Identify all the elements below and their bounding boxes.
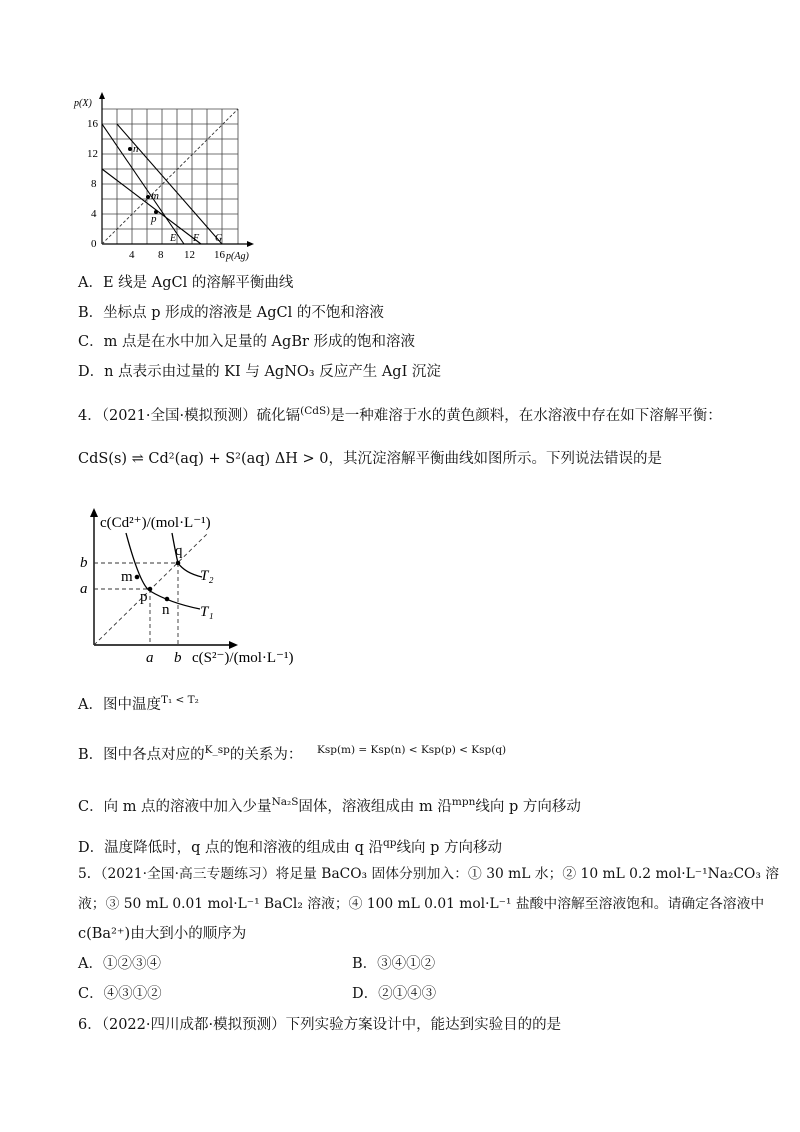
q5-stem-line1: 5．（2021·全国·高三专题练习）将足量 BaCO₃ 固体分别加入：① 30 mL 水；② 10 mL 0.2 mol·L⁻¹Na₂CO₃ 溶 xyxy=(78,866,780,882)
curve-t1-label: T₁ xyxy=(200,604,214,620)
q4-stem-line1: 4．（2021·全国·模拟预测）硫化镉$^{(CdS)}$是一种难溶于水的黄色颜料，在水溶液中存在如下溶解平衡： xyxy=(78,405,722,424)
x-tick-a: a xyxy=(146,650,154,666)
x-tick: 12 xyxy=(184,249,195,261)
y-tick: 4 xyxy=(91,208,97,220)
y-tick: 8 xyxy=(91,178,97,190)
point-n-label: n xyxy=(133,143,139,155)
q4-option-d: D．温度降低时，q 点的饱和溶液的组成由 q 沿$^{qp}$线向 p 方向移动 xyxy=(78,837,502,856)
q3-option-b: B．坐标点 p 形成的溶液是 AgCl 的不饱和溶液 xyxy=(78,305,384,321)
point-q-label: q xyxy=(175,543,183,559)
cds-formula: (CdS) xyxy=(300,405,331,417)
curve-t2-label: T₂ xyxy=(200,568,214,584)
line-e-label: E xyxy=(170,233,177,244)
ksp-symbol: K_sp xyxy=(204,744,230,756)
q6-stem: 6．（2022·四川成都·模拟预测）下列实验方案设计中，能达到实验目的的是 xyxy=(78,1017,562,1033)
na2s-formula: Na₂S xyxy=(271,796,299,808)
q3-option-c: C．m 点是在水中加入足量的 AgBr 形成的饱和溶液 xyxy=(78,334,416,350)
line-f-label: F xyxy=(193,233,200,244)
q5-stem-line2: 液；③ 50 mL 0.01 mol·L⁻¹ BaCl₂ 溶液；④ 100 mL 0.01 mol·L⁻¹ 盐酸中溶解至溶液饱和。请确定各溶液中 xyxy=(78,896,765,912)
y-tick: 16 xyxy=(87,118,98,130)
point-m-label: m xyxy=(151,190,159,202)
y-axis-label: c(Cd²⁺)/(mol·L⁻¹) xyxy=(100,515,211,531)
x-axis-label: c(S²⁻)/(mol·L⁻¹) xyxy=(192,650,294,666)
line-g-label: G xyxy=(215,233,223,244)
x-tick: 16 xyxy=(214,249,225,261)
q5-option-d: D．②①④③ xyxy=(352,986,437,1002)
q4-option-b: B．图中各点对应的$^{K\_sp}$的关系为： $^{Ksp(m) = Ksp(n) < Ksp(p) < Ksp(q)}$ xyxy=(78,744,507,763)
q4-option-c: C．向 m 点的溶液中加入少量$^{Na_2S}$固体，溶液组成由 m 沿$^{mpn}$线向 p 方向移动 xyxy=(78,796,581,815)
point-m-label: m xyxy=(121,569,133,585)
q4-stem-line2: CdS(s) ⇌ Cd²(aq) + S²(aq) ΔH > 0，其沉淀溶解平衡曲线如图所示。下列说法错误的是 xyxy=(78,451,663,467)
q5-option-c: C．④③①② xyxy=(78,986,162,1002)
q3-option-d: D．n 点表示由过量的 KI 与 AgNO₃ 反应产生 AgI 沉淀 xyxy=(78,364,441,380)
q5-stem-line3: c(Ba²⁺)由大到小的顺序为 xyxy=(78,926,247,942)
figure-1-solubility-grid xyxy=(60,88,260,263)
point-p-label: p xyxy=(151,213,157,225)
y-tick: 0 xyxy=(91,238,97,250)
y-tick-a: a xyxy=(80,581,88,597)
x-axis-label: p(Ag) xyxy=(226,251,249,262)
q5-option-a: A．①②③④ xyxy=(78,956,161,972)
y-tick: 12 xyxy=(87,148,98,160)
x-tick: 8 xyxy=(158,249,164,261)
point-n-label: n xyxy=(162,602,170,618)
x-tick-b: b xyxy=(174,650,182,666)
point-p-label: p xyxy=(140,589,148,605)
temperature-formula: T₁ < T₂ xyxy=(160,694,199,706)
ksp-relation: Ksp(m) = Ksp(n) < Ksp(p) < Ksp(q) xyxy=(316,744,507,756)
curve-t1 xyxy=(126,533,200,609)
figure-2-cds-curves xyxy=(70,505,355,675)
y-tick-b: b xyxy=(80,555,88,571)
q5-option-b: B．③④①② xyxy=(352,956,436,972)
q4-option-a: A．图中温度$^{T_1 < T_2}$ xyxy=(78,694,199,713)
q3-option-a: A．E 线是 AgCl 的溶解平衡曲线 xyxy=(78,275,294,291)
path-qp: qp xyxy=(383,837,397,849)
x-tick: 4 xyxy=(129,249,135,261)
dissolution-equation: CdS(s) ⇌ Cd²(aq) + S²(aq) ΔH > 0 xyxy=(78,451,329,467)
y-axis-label: p(X) xyxy=(74,98,92,109)
path-mpn: mpn xyxy=(451,796,476,808)
